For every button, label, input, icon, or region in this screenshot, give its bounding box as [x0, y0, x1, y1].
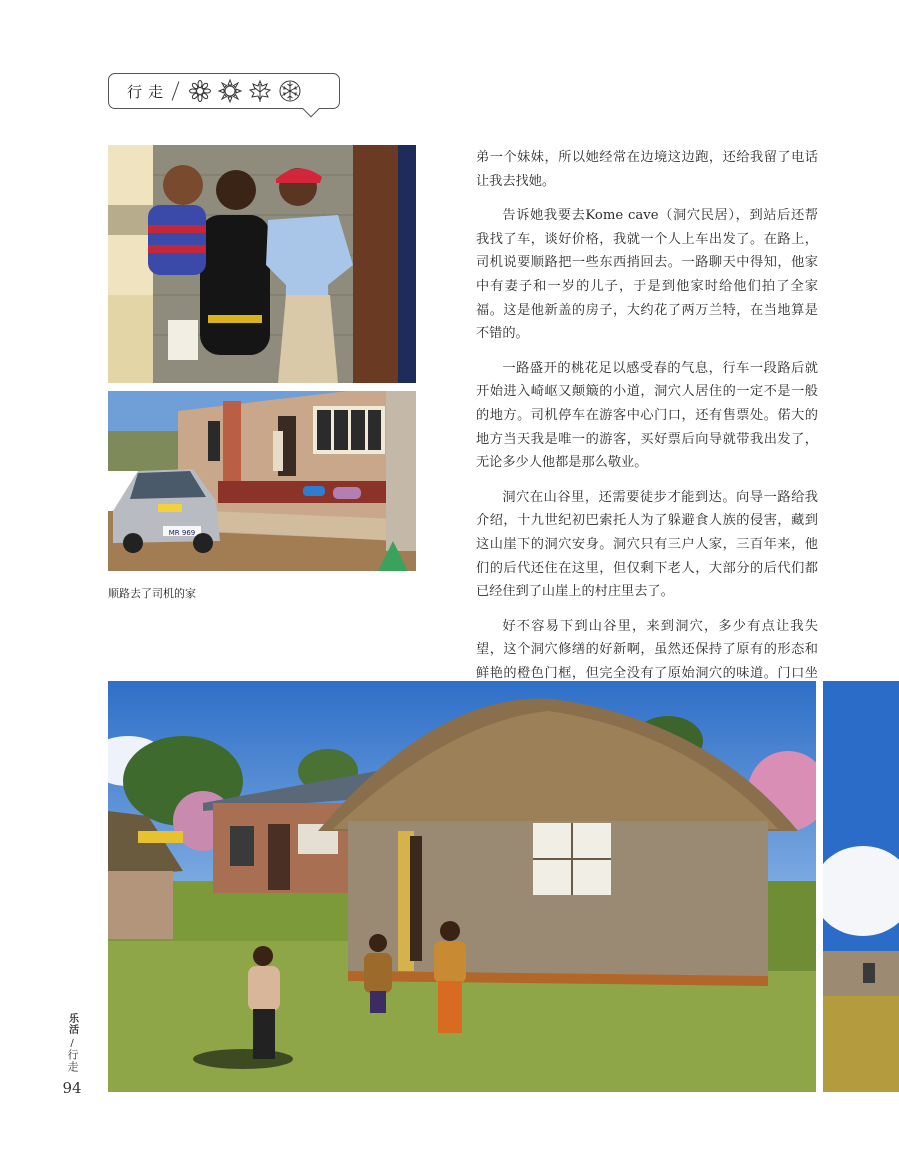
page-number: 94 — [62, 1079, 82, 1097]
tab-divider — [172, 81, 180, 100]
section-label: 行走 — [127, 82, 170, 101]
village-huts-photo — [108, 681, 816, 1092]
driver-house-photo — [108, 391, 416, 571]
paragraph-5: 好不容易下到山谷里，来到洞穴，多少有点让我失望，这个洞穴修缮的好新啊，虽然还保持了原有的形态和鲜艳的橙色门框，但完全没有了原始洞穴的味道。门口坐 — [476, 618, 818, 681]
tab-pointer — [303, 101, 320, 118]
folio-subsection: 行走 — [66, 1049, 79, 1073]
license-plate: MR 969 — [168, 529, 196, 537]
landscape-strip-photo — [823, 681, 899, 1092]
sunflower-icon — [188, 79, 212, 103]
snowflake-icon — [278, 79, 302, 103]
paragraph-3: 一路盛开的桃花足以感受春的气息，行车一段路后就开始进入崎岖又颠簸的小道，洞穴人居住的一定不是一般的地方。司机停车在游客中心门口，还有售票处。偌大的地方当天我是唯一的游客，买好票后向导就带我出发了，无论多少人他都是那么敬业。 — [476, 360, 818, 471]
article-body — [476, 146, 818, 720]
sun-icon — [218, 79, 242, 103]
page-folio — [61, 1013, 83, 1097]
photo-caption: 顺路去了司机的家 — [108, 587, 196, 600]
paragraph-4: 洞穴在山谷里，还需要徒步才能到达。向导一路给我介绍，十九世纪初巴索托人为了躲避食人族的侵害，藏到这山崖下的洞穴安身。洞穴只有三户人家，三百年来，他们的后代还住在这里，但仅剩下老人，大部分的后代们都已经住到了山崖上的村庄里去了。 — [476, 489, 818, 600]
family-portrait-photo — [108, 145, 416, 383]
section-tab — [108, 73, 340, 109]
paragraph-1: 弟一个妹妹，所以她经常在边境这边跑，还给我留了电话让我去找她。 — [476, 150, 818, 189]
folio-separator: / — [70, 1038, 74, 1049]
season-icons — [188, 79, 302, 103]
folio-section: 乐活 — [66, 1013, 78, 1035]
leaf-icon — [248, 79, 272, 103]
paragraph-2: 告诉她我要去Kome cave（洞穴民居），到站后还帮我找了车，谈好价格，我就一个人上车出发了。在路上，司机说要顺路把一些东西捎回去。一路聊天中得知，他家中有妻子和一岁的儿子，于是到他家时给他们拍了全家福。这是他新盖的房子，大约花了两万兰特，在当地算是不错的。 — [476, 208, 818, 342]
